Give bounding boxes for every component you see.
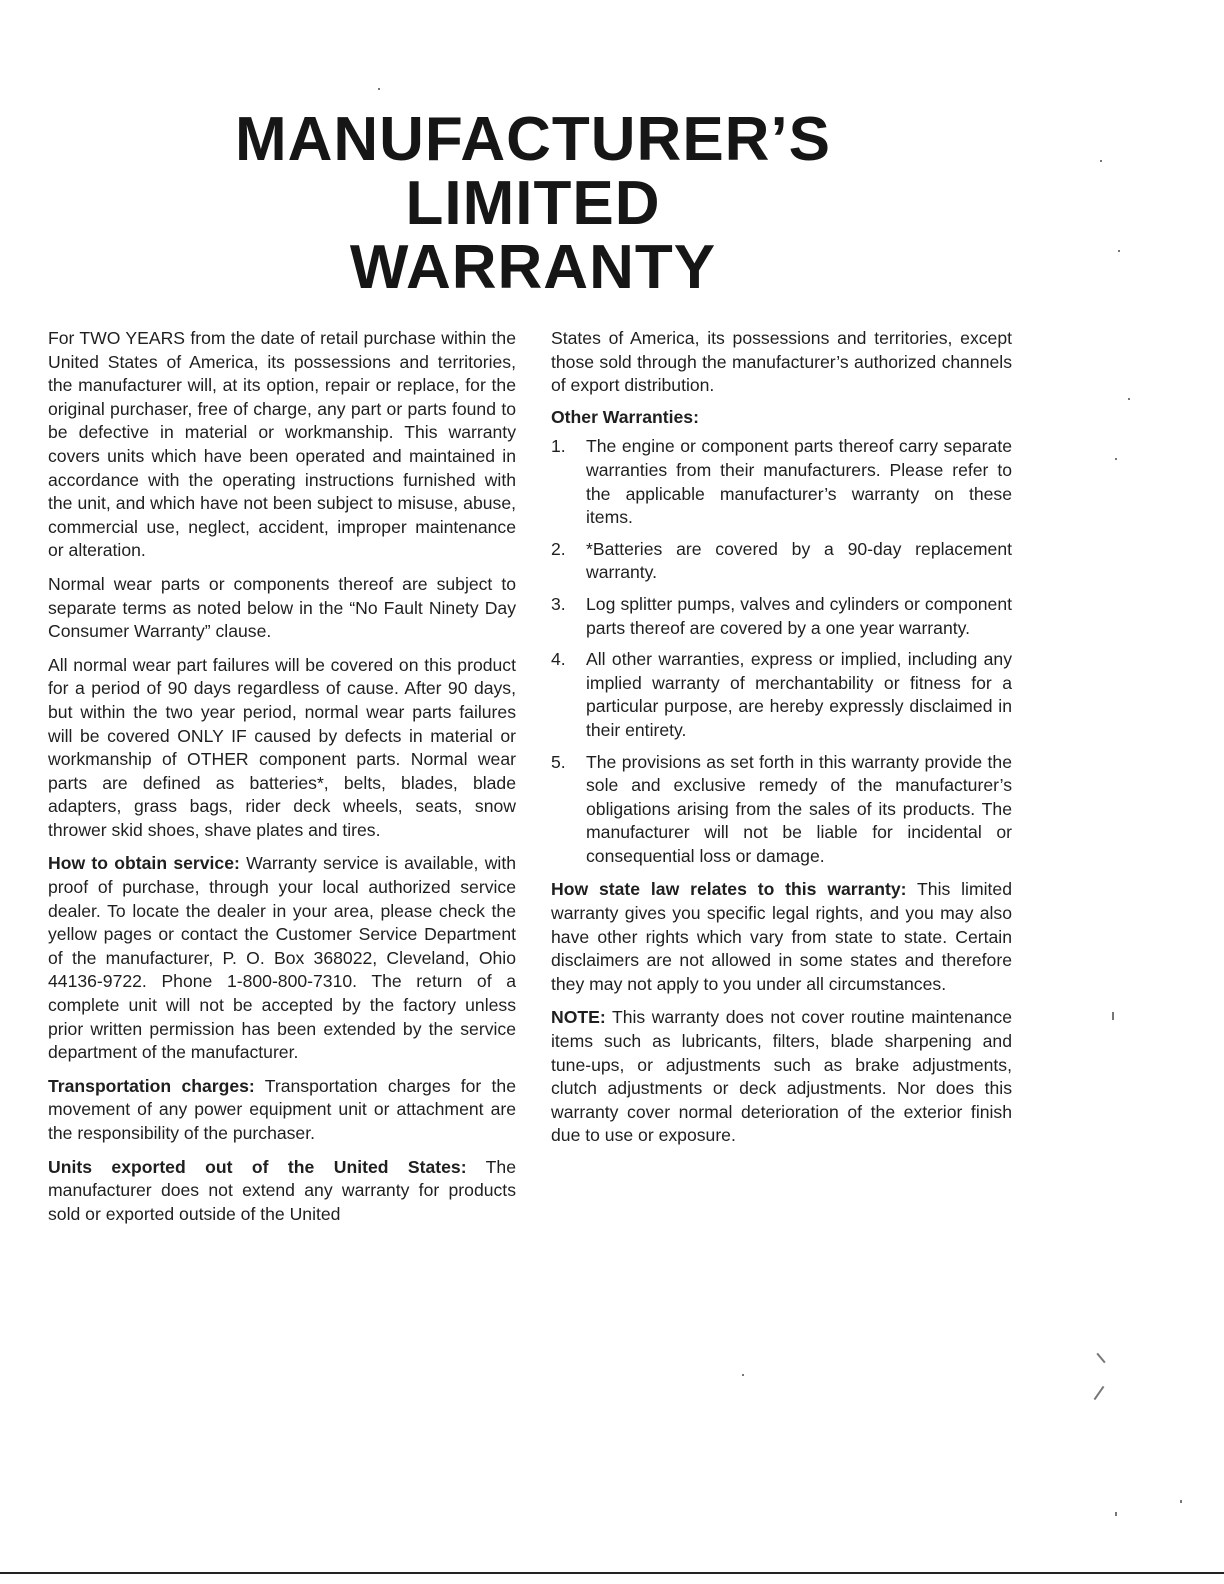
note-heading: NOTE: — [551, 1007, 606, 1028]
scan-speck — [1096, 1353, 1105, 1363]
list-item-text: *Batteries are covered by a 90-day replacement warranty. — [586, 538, 1012, 583]
list-item-text: All other warranties, express or implied, including any implied warranty of merchantability or fitness for a particular purpose, are hereby expressly disclaimed in their entirety. — [586, 649, 1012, 740]
export-heading: Units exported out of the United States: — [48, 1156, 467, 1177]
list-item-text: Log splitter pumps, valves and cylinders or component parts thereof are covered by a one year warranty. — [586, 593, 1012, 638]
all-normal-wear-paragraph: All normal wear part failures will be covered on this product for a period of 90 days regardless of cause. After 90 days, but within the two year period, normal wear parts failures will be covered ONLY IF caused by defects in material or workmanship of OTHER component parts. Normal wear parts are defined as batteries*, belts, blades, blade adapters, grass bags, rider deck wheels, seats, snow thrower skid shoes, shave plates and tires. — [48, 654, 516, 840]
other-warranties-list — [551, 435, 1012, 868]
service-paragraph — [48, 852, 516, 1064]
state-law-paragraph — [551, 878, 1012, 996]
list-item — [551, 593, 1012, 640]
service-text: Warranty service is available, with proof of purchase, through your local authorized service dealer. To locate the dealer in your area, please check the yellow pages or contact the Customer Service Department of the manufacturer, P. O. Box 368022, Cleveland, Ohio 44136-9722. Phone 1-800-800-7310. The return of a complete unit will not be accepted by the factory unless prior written permission has been extended by the service department of the manufacturer. — [48, 853, 516, 1063]
left-column — [48, 327, 516, 1236]
scan-speck — [1180, 1500, 1182, 1503]
scan-speck — [1115, 1512, 1117, 1516]
title-line-warranty: WARRANTY — [349, 233, 717, 302]
scan-speck — [378, 88, 380, 90]
list-item-number: 4. — [551, 649, 566, 670]
transport-heading: Transportation charges: — [48, 1075, 255, 1096]
export-paragraph — [48, 1156, 516, 1227]
list-item — [551, 751, 1012, 869]
normal-wear-paragraph: Normal wear parts or components thereof are subject to separate terms as noted below in the “No Fault Ninety Day Consumer Warranty” clause. — [48, 573, 516, 642]
scan-speck — [742, 1374, 744, 1376]
scan-speck — [1118, 250, 1120, 252]
export-continued-paragraph: States of America, its possessions and territories, except those sold through the manufacturer’s authorized channels of export distribution. — [551, 328, 1012, 396]
other-warranties-heading: Other Warranties: — [551, 406, 699, 427]
note-paragraph — [551, 1006, 1012, 1148]
scan-speck — [1128, 398, 1130, 400]
service-heading: How to obtain service: — [48, 853, 240, 874]
scan-speck — [1115, 458, 1117, 460]
list-item-number: 3. — [551, 593, 566, 614]
right-column — [551, 327, 1012, 1158]
list-item-text: The engine or component parts thereof carry separate warranties from their manufacturers. Please refer to the applicable manufacturer’s warranty on these items. — [586, 436, 1012, 528]
title-line-manufacturers: MANUFACTURER’S — [234, 105, 832, 174]
list-item-number: 5. — [551, 751, 566, 772]
export-text: The manufacturer does not extend any warranty for products sold or exported outside of the United — [48, 1156, 516, 1224]
intro-paragraph: For TWO YEARS from the date of retail purchase within the United States of America, its possessions and territories, the manufacturer will, at its option, repair or replace, for the original purchaser, free of charge, any part or parts found to be defective in material or workmanship. This warranty covers units which have been operated and maintained in accordance with the operating instructions furnished with the unit, and which have not been subject to misuse, abuse, commercial use, neglect, accident, improper maintenance or alteration. — [48, 328, 516, 561]
scan-speck — [1112, 1012, 1114, 1020]
list-item — [551, 538, 1012, 585]
list-item-number: 1. — [551, 436, 566, 457]
list-item-text: The provisions as set forth in this warranty provide the sole and exclusive remedy of the manufacturer’s obligations arising from the sales of its products. The manufacturer will not be liable for incidental or consequential loss or damage. — [586, 751, 1012, 866]
list-item — [551, 648, 1012, 742]
scan-speck — [1094, 1386, 1105, 1400]
note-text: This warranty does not cover routine maintenance items such as lubricants, filters, blade sharpening and tune-ups, or adjustments such as brake adjustments, clutch adjustments or deck adjustments. Nor does this warranty cover normal deterioration of the exterior finish due to use or exposure. — [551, 1007, 1012, 1146]
list-item — [551, 435, 1012, 529]
state-law-text: This limited warranty gives you specific legal rights, and you may also have other rights which vary from state to state. Certain disclaimers are not allowed in some states and therefore they may not apply to you under all circumstances. — [551, 879, 1012, 994]
scan-edge-line — [0, 1572, 1224, 1574]
scan-speck — [1100, 160, 1102, 162]
title-line-limited: LIMITED — [405, 169, 661, 238]
page-title — [0, 105, 1066, 302]
transport-text: Transportation charges for the movement of any power equipment unit or attachment are the responsibility of the purchaser. — [48, 1075, 516, 1143]
transport-paragraph — [48, 1075, 516, 1146]
state-law-heading: How state law relates to this warranty: — [551, 879, 907, 900]
list-item-number: 2. — [551, 538, 566, 559]
